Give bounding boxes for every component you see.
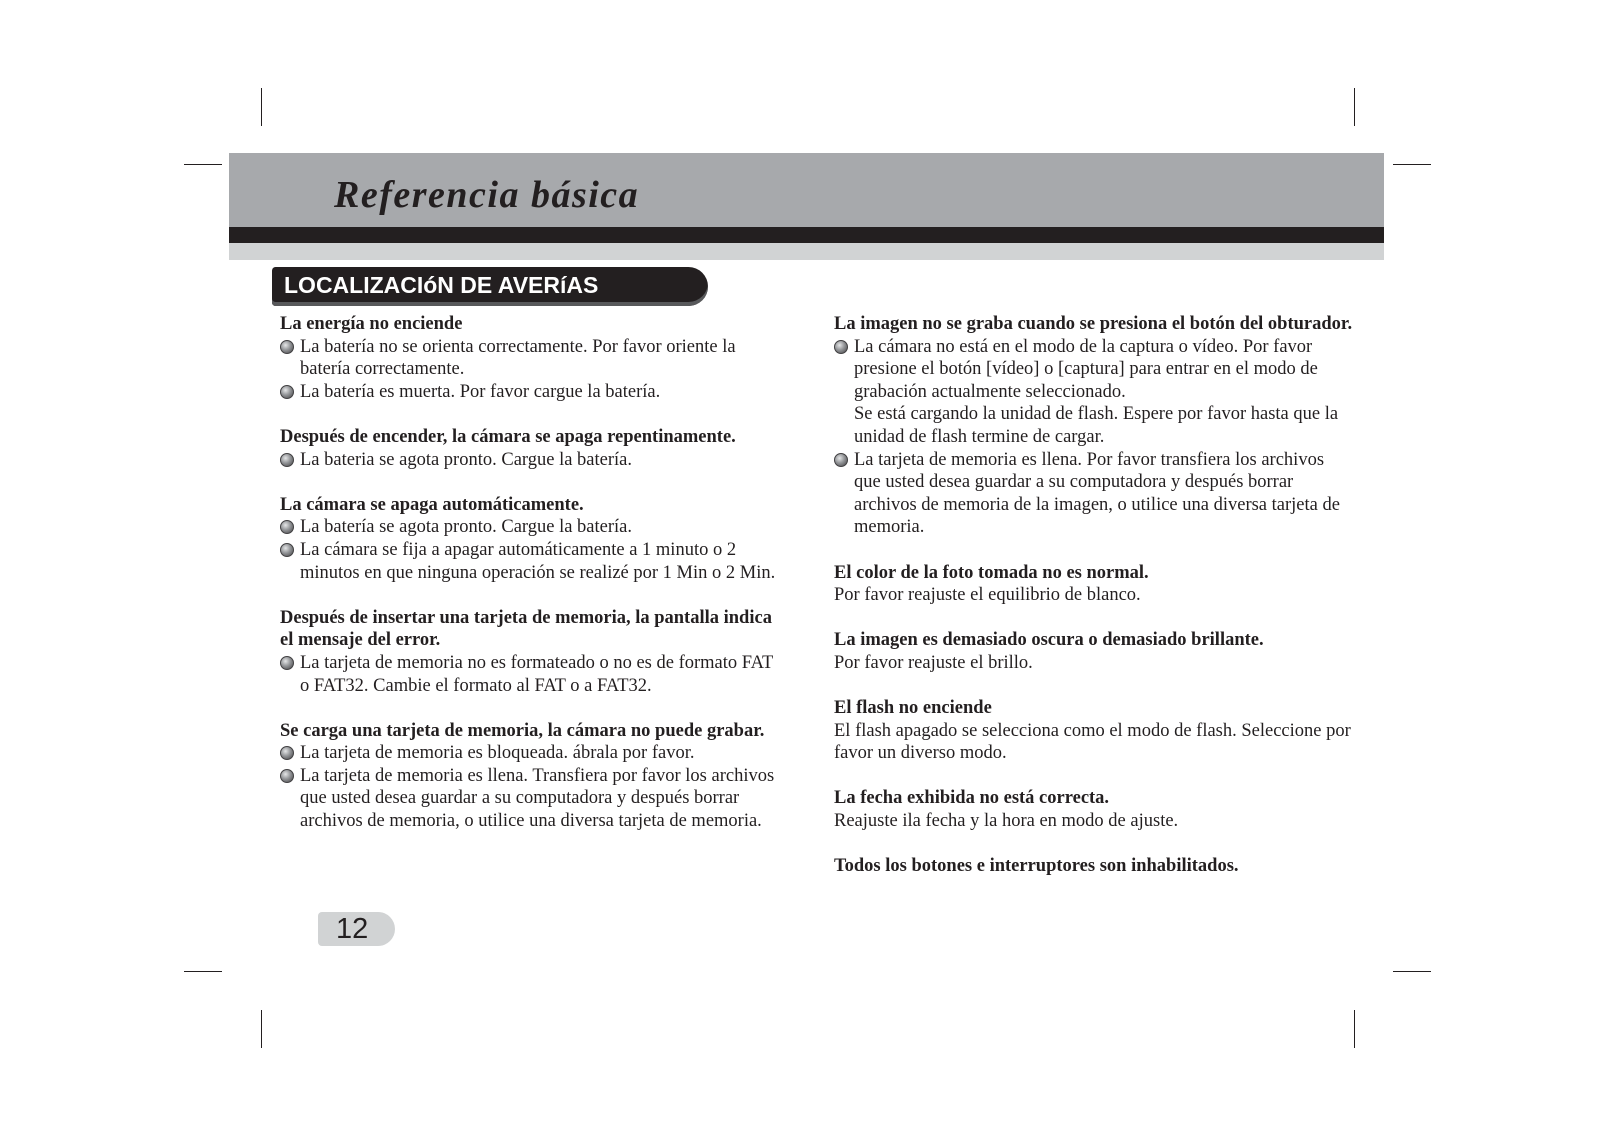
bullet-icon (834, 453, 848, 467)
issue-flash (834, 697, 1354, 765)
issue-heading: La imagen no se graba cuando se presiona el botón del obturador. (834, 314, 1353, 334)
crop-mark-top-left (261, 88, 262, 126)
issue-buttons (834, 855, 1354, 878)
list-item: La cámara no está en el modo de la captura o vídeo. Por favor presione el botón [vídeo] o [captura] para entrar en el modo de grabación actualmente seleccionado. Se está cargando la unidad de flash. Espere por favor hasta que la unidad de flash termine de cargar. (834, 336, 1354, 449)
section-title: LOCALIZACIóN DE AVERíAS (284, 272, 599, 298)
header-divider-black (229, 227, 1384, 243)
bullet-icon (280, 453, 294, 467)
issue-power-on (280, 313, 780, 403)
issue-cannot-record (280, 720, 780, 833)
issue-heading: La imagen es demasiado oscura o demasiado brillante. (834, 630, 1264, 651)
issue-date (834, 787, 1354, 832)
list-item: La tarjeta de memoria no es formateado o no es de formato FAT o FAT32. Cambie el formato al FAT o a FAT32. (280, 652, 780, 697)
list-item: La batería es muerta. Por favor cargue la batería. (280, 381, 780, 404)
issue-card-error (280, 607, 780, 697)
issue-heading: El flash no enciende (834, 698, 992, 719)
page-title: Referencia básica (334, 174, 640, 216)
left-column (280, 313, 780, 855)
bullet-icon (280, 385, 294, 399)
bullet-icon (280, 340, 294, 354)
right-column (834, 313, 1354, 900)
issue-solution: El flash apagado se selecciona como el modo de flash. Seleccione por favor un diverso modo. (834, 720, 1351, 764)
issue-heading: La fecha exhibida no está correcta. (834, 788, 1110, 809)
issue-heading: Después de encender, la cámara se apaga repentinamente. (280, 426, 736, 447)
bullet-icon (280, 656, 294, 670)
crop-mark-top-right (1354, 88, 1355, 126)
issue-heading: La energía no enciende (280, 314, 463, 334)
issue-solution: Por favor reajuste el brillo. (834, 652, 1033, 673)
list-item: La tarjeta de memoria es llena. Transfiera por favor los archivos que usted desea guardar a su computadora y después borrar archivos de memoria, o utilice una diversa tarjeta de memoria. (280, 765, 780, 833)
crop-mark-top-left-h (184, 164, 222, 165)
issue-heading: La cámara se apaga automáticamente. (280, 494, 584, 515)
issue-color (834, 562, 1354, 607)
crop-mark-bottom-right (1354, 1010, 1355, 1048)
issue-heading: El color de la foto tomada no es normal. (834, 562, 1149, 583)
issue-heading: Todos los botones e interruptores son inhabilitados. (834, 856, 1239, 877)
issue-brightness (834, 629, 1354, 674)
crop-mark-bottom-right-h (1393, 971, 1431, 972)
issue-heading: Se carga una tarjeta de memoria, la cámara no puede grabar. (280, 720, 765, 741)
list-item: La batería se agota pronto. Cargue la batería. (280, 516, 780, 539)
list-item: La cámara se fija a apagar automáticamente a 1 minuto o 2 minutos en que ninguna operación se realizé por 1 Min o 2 Min. (280, 539, 780, 584)
list-item: La bateria se agota pronto. Cargue la batería. (280, 449, 780, 472)
bullet-icon (280, 746, 294, 760)
crop-mark-bottom-left (261, 1010, 262, 1048)
bullet-icon (280, 543, 294, 557)
header-divider-gray (229, 243, 1384, 260)
crop-mark-bottom-left-h (184, 971, 222, 972)
bullet-icon (280, 520, 294, 534)
issue-heading: Después de insertar una tarjeta de memoria, la pantalla indica el mensaje del error. (280, 607, 772, 651)
list-item: La tarjeta de memoria es bloqueada. ábrala por favor. (280, 742, 780, 765)
page-number: 12 (336, 913, 369, 945)
issue-turns-off-after-on (280, 426, 780, 471)
crop-mark-top-right-h (1393, 164, 1431, 165)
issue-solution: Por favor reajuste el equilibrio de blanco. (834, 585, 1141, 606)
issue-image-not-recorded (834, 313, 1354, 539)
bullet-icon (280, 769, 294, 783)
list-item: La tarjeta de memoria es llena. Por favor transfiera los archivos que usted desea guardar a su computadora y después borrar archivos de memoria de la imagen, o utilice una diversa tarjeta de memoria. (834, 449, 1354, 539)
issue-auto-off (280, 494, 780, 584)
issue-solution: Reajuste ila fecha y la hora en modo de ajuste. (834, 811, 1179, 832)
list-item: La batería no se orienta correctamente. Por favor oriente la batería correctamente. (280, 336, 780, 381)
bullet-icon (834, 340, 848, 354)
